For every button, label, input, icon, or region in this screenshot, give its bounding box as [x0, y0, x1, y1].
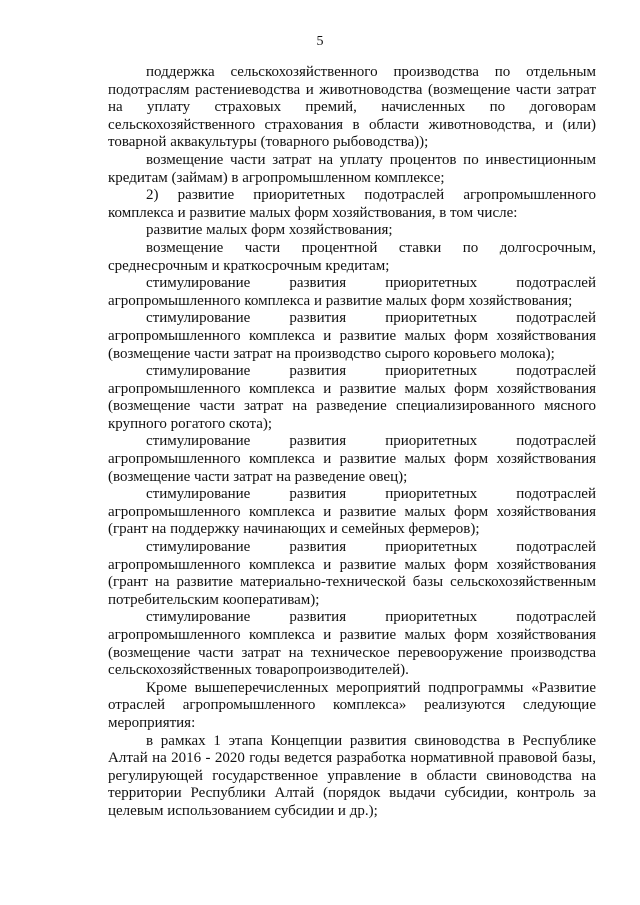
paragraph-13: Кроме вышеперечисленных мероприятий подпрограммы «Развитие отраслей агропромышленного комплекса» реализуются следующие мероприятия: — [108, 679, 596, 731]
paragraph-7: стимулирование развития приоритетных подотраслей агропромышленного комплекса и развитие малых форм хозяйствования (возмещение части затрат на производство сырого коровьего молока); — [108, 310, 596, 362]
paragraph-4: развитие малых форм хозяйствования; — [146, 222, 393, 239]
paragraph-8: стимулирование развития приоритетных подотраслей агропромышленного комплекса и развитие малых форм хозяйствования (возмещение части затрат на разведение специализированного мясного крупного рогатого скота); — [108, 363, 596, 432]
paragraph-14: в рамках 1 этапа Концепции развития свиноводства в Республике Алтай на 2016 - 2020 годы ведется разработка нормативной правовой базы, регулирующей государственное управление в области свиноводства на территории Республики Алтай (порядок выдачи субсидии, контроль за целевым использованием субсидии и др.); — [108, 732, 596, 819]
page-number: 5 — [316, 34, 324, 49]
paragraph-3: 2) развитие приоритетных подотраслей агропромышленного комплекса и развитие малых форм хозяйствования, в том числе: — [108, 187, 596, 221]
paragraph-11: стимулирование развития приоритетных подотраслей агропромышленного комплекса и развитие малых форм хозяйствования (грант на развитие материально-технической базы сельскохозяйственным потребительским кооперативам); — [108, 539, 596, 608]
paragraph-10: стимулирование развития приоритетных подотраслей агропромышленного комплекса и развитие малых форм хозяйствования (грант на поддержку начинающих и семейных фермеров); — [108, 486, 596, 538]
document-body — [108, 64, 596, 821]
paragraph-9: стимулирование развития приоритетных подотраслей агропромышленного комплекса и развитие малых форм хозяйствования (возмещение части затрат на разведение овец); — [108, 433, 596, 485]
paragraph-1: поддержка сельскохозяйственного производства по отдельным подотраслям растениеводства и животноводства (возмещение части затрат на уплату страховых премий, начисленных по договорам сельскохозяйственного страхования в области животноводства, и (или) товарной аквакультуры (товарного рыбоводства)); — [108, 64, 596, 151]
paragraph-12: стимулирование развития приоритетных подотраслей агропромышленного комплекса и развитие малых форм хозяйствования (возмещение части затрат на техническое перевооружение производства сельскохозяйственных товаропроизводителей). — [108, 609, 596, 679]
paragraph-6: стимулирование развития приоритетных подотраслей агропромышленного комплекса и развитие малых форм хозяйствования; — [108, 275, 596, 309]
paragraph-2: возмещение части затрат на уплату процентов по инвестиционным кредитам (займам) в агропромышленном комплексе; — [108, 151, 596, 186]
paragraph-5: возмещение части процентной ставки по долгосрочным, среднесрочным и краткосрочным кредитам; — [108, 239, 596, 274]
